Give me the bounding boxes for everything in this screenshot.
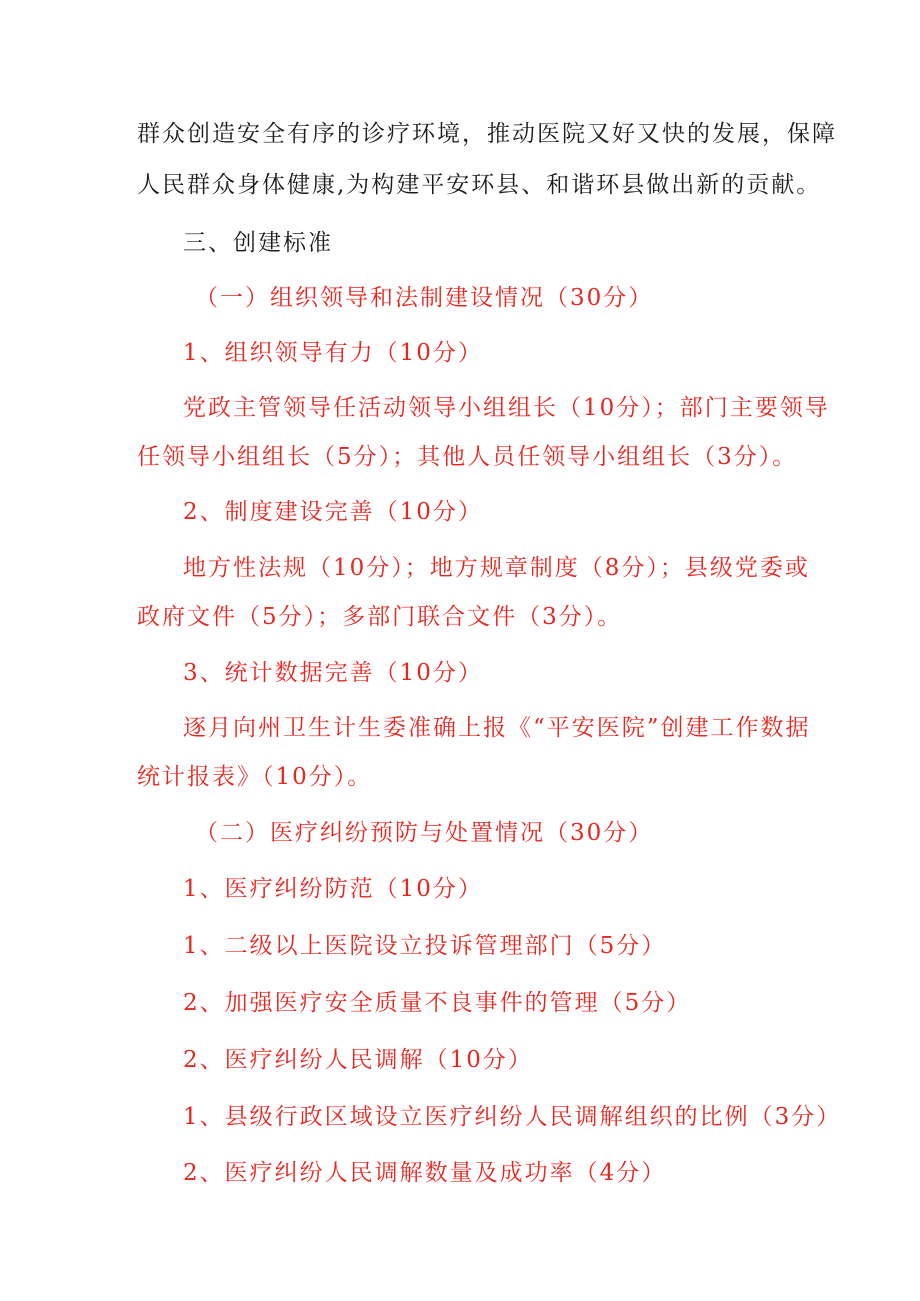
paragraph-line: 政府文件（5分）；多部门联合文件（3分）。 <box>137 604 623 630</box>
subsection-heading: （二）医疗纠纷预防与处置情况（30分） <box>195 820 654 846</box>
paragraph-line: 地方性法规（10分）；地方规章制度（8分）；县级党委或 <box>183 555 810 581</box>
list-item: 2、加强医疗安全质量不良事件的管理（5分） <box>183 990 692 1016</box>
list-item: 1、县级行政区域设立医疗纠纷人民调解组织的比例（3分） <box>183 1104 842 1130</box>
paragraph-line: 党政主管领导任活动领导小组组长（10分）；部门主要领导 <box>183 395 830 421</box>
list-item: 2、医疗纠纷人民调解数量及成功率（4分） <box>183 1160 667 1186</box>
subsection-heading: （一）组织领导和法制建设情况（30分） <box>195 285 654 311</box>
item-heading: 2、医疗纠纷人民调解（10分） <box>183 1047 533 1073</box>
paragraph-line: 逐月向州卫生计生委准确上报《“平安医院”创建工作数据 <box>183 715 811 741</box>
paragraph-line: 人民群众身体健康,为构建平安环县、和谐环县做出新的贡献。 <box>137 172 822 198</box>
item-heading: 1、医疗纠纷防范（10分） <box>183 876 483 902</box>
list-item: 1、二级以上医院设立投诉管理部门（5分） <box>183 933 667 959</box>
paragraph-line: 任领导小组组长（5分）；其他人员任领导小组组长（3分）。 <box>137 444 798 470</box>
paragraph-line: 群众创造安全有序的诊疗环境，推动医院又好又快的发展，保障 <box>137 121 837 147</box>
paragraph-line: 统计报表》（10分）。 <box>137 764 373 790</box>
item-heading: 1、组织领导有力（10分） <box>183 340 483 366</box>
section-heading: 三、创建标准 <box>183 230 333 256</box>
item-heading: 3、统计数据完善（10分） <box>183 660 483 686</box>
item-heading: 2、制度建设完善（10分） <box>183 499 483 525</box>
